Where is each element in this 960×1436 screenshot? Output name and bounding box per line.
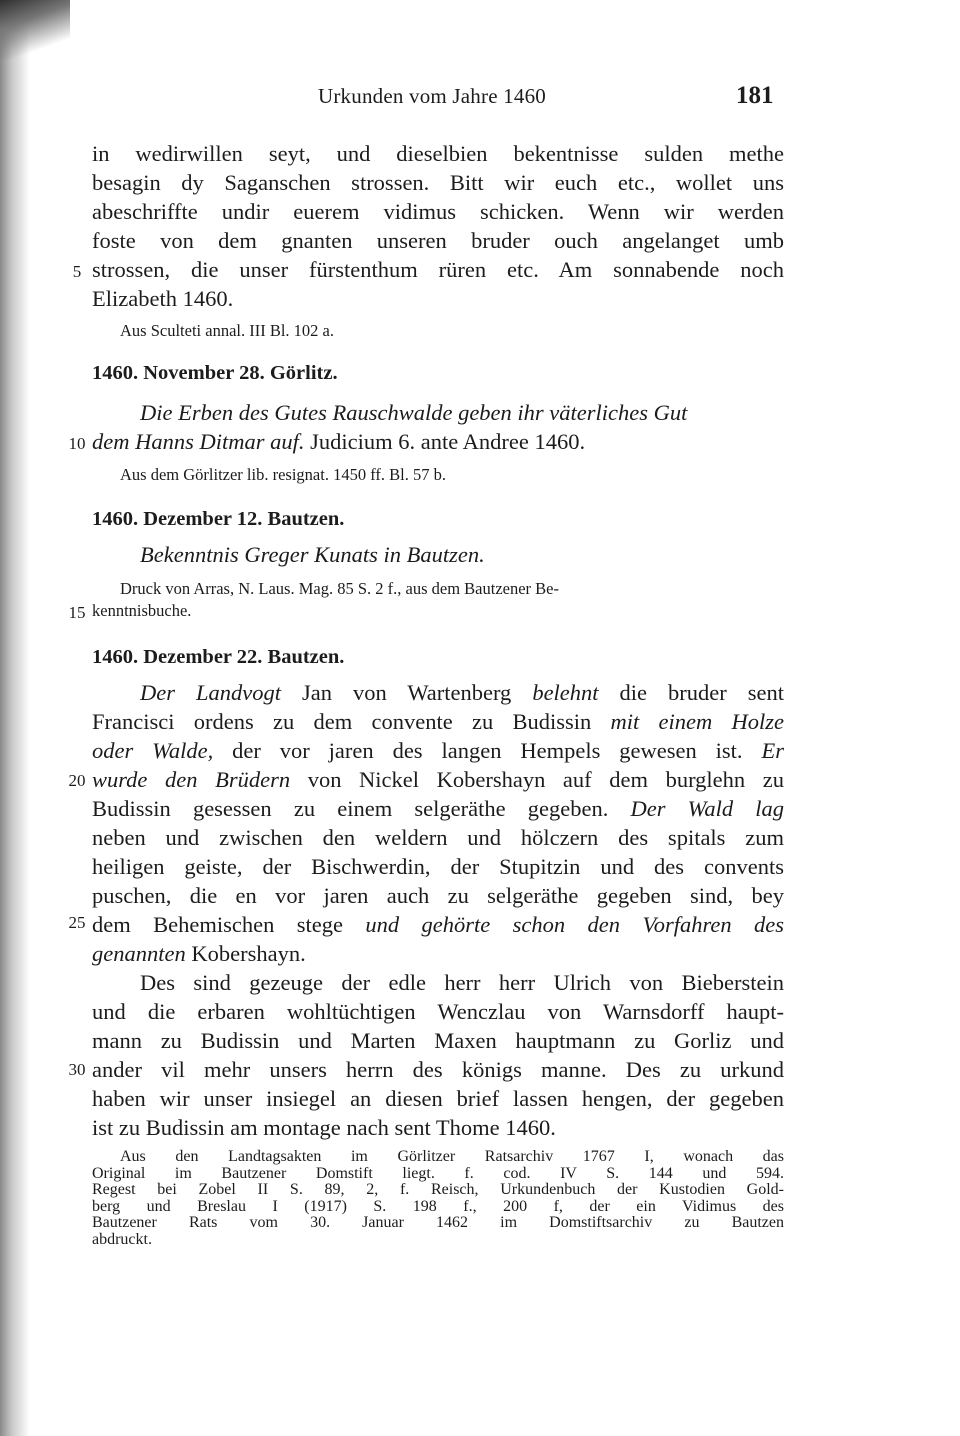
text-span: Budissin gesessen zu einem selgeräthe gegeben. [92,796,631,821]
text-line: mann zu Budissin und Marten Maxen hauptmann zu Gorliz und [92,1028,784,1053]
summary-line: Bekenntnis Greger Kunats in Bautzen. [140,542,485,567]
text-line: ist zu Budissin am montage nach sent Thome 1460. [92,1115,556,1140]
entry-date-heading: 1460. Dezember 12. Bautzen. [92,508,345,530]
footnote-line: Aus den Landtagsakten im Görlitzer Ratsarchiv 1767 I, wonach das [120,1148,784,1165]
text-line: in wedirwillen seyt, und dieselbien bekentnisse sulden methe [92,141,784,166]
italic-span: und gehörte schon den Vorfahren des [365,912,785,937]
text-span: die bruder sent [598,680,784,705]
italic-span: Der Landvogt [140,680,281,705]
text-line: ander vil mehr unsers herrn des königs manne. Des zu urkund [92,1057,784,1082]
scan-page-edge [0,0,30,1436]
text-span: der vor jaren des langen Hempels gewesen ist. [213,738,762,763]
italic-span: mit einem Holze [610,709,785,734]
text-line: foste von dem gnanten unseren bruder ouch angelanget umb [92,228,784,253]
text-line: haben wir unser insiegel an diesen brief lassen hengen, der gegeben [92,1086,784,1111]
italic-span: Der Wald lag [630,796,785,821]
text-line [92,678,784,707]
text-span: Jan von Wartenberg [281,680,533,705]
text-span: Kobershayn. [185,941,306,966]
text-line [92,939,784,968]
page-number: 181 [736,82,774,109]
source-line: Aus Sculteti annal. III Bl. 102 a. [120,321,335,340]
text-line [92,910,784,939]
summary-line [92,427,784,456]
line-number: 5 [72,262,82,281]
text-line: und die erbaren wohltüchtigen Wenczlau von Warnsdorff haupt- [92,999,784,1024]
footnote-line: berg und Breslau I (1917) S. 198 f., 200 f, der ein Vidimus des [92,1197,784,1215]
line-number: 20 [68,771,86,790]
source-line: Aus dem Görlitzer lib. resignat. 1450 ff. Bl. 57 b. [120,465,446,484]
entry-summary [92,398,784,456]
source-line: Druck von Arras, N. Laus. Mag. 85 S. 2 f., aus dem Bautzener Be- [120,579,559,598]
continuation-text [92,139,784,313]
entry-heading [92,505,784,533]
entry-heading [92,359,784,387]
text-line: heiligen geiste, der Bischwerdin, der Stupitzin und des convents [92,854,784,879]
entry-date-heading: 1460. Dezember 22. Bautzen. [92,646,345,668]
entry-text [92,678,784,1142]
scan-corner-shadow [0,0,70,60]
text-line [92,794,784,823]
text-line: neben und zwischen den weldern und hölczern des spitals zum [92,825,784,850]
text-line: Elizabeth 1460. [92,286,234,311]
source-note [92,578,784,622]
source-line: kenntnisbuche. [92,601,192,620]
entry-heading [92,643,784,671]
text-line: besagin dy Saganschen strossen. Bitt wir euch etc., wollet uns [92,170,784,195]
entry-summary [92,540,784,569]
text-line [92,736,784,765]
text-line [92,765,784,794]
text-line: abeschriffte undir euerem vidimus schicken. Wenn wir werden [92,199,784,224]
line-number: 25 [68,913,86,932]
text-span: dem Behemischen stege [92,912,366,937]
line-number: 15 [68,603,86,622]
running-head: Urkunden vom Jahre 1460 [318,84,546,108]
footnote [92,1149,784,1248]
entry-date-heading: 1460. November 28. Görlitz. [92,362,338,384]
line-number: 10 [68,434,86,453]
line-number: 30 [68,1060,86,1079]
italic-span: Er [761,738,784,763]
source-note [92,464,784,486]
source-note [92,320,784,342]
italic-span: genannten [92,941,186,966]
footnote-line: abdruckt. [92,1230,152,1248]
text-line: strossen, die unser fürstenthum rüren etc. Am sonnabende noch [92,257,784,282]
summary-line: Die Erben des Gutes Rauschwalde geben ihr väterliches Gut [140,400,688,425]
footnote-line: Regest bei Zobel II S. 89, 2, f. Reisch, Urkundenbuch der Kustodien Gold- [92,1181,784,1198]
footnote-line: Original im Bautzener Domstift liegt. f. cod. IV S. 144 und 594. [92,1164,784,1182]
summary-date: Judicium 6. ante Andree 1460. [304,429,586,454]
footnote-line: Bautzener Rats vom 30. Januar 1462 im Domstiftsarchiv zu Bautzen [92,1214,784,1231]
text-span: von Nickel Kobershayn auf dem burglehn zu [290,767,784,792]
text-line: Des sind gezeuge der edle herr herr Ulrich von Bieberstein [140,970,784,995]
text-span: Francisci ordens zu dem convente zu Budissin [92,709,611,734]
italic-span: oder Walde, [92,738,214,763]
italic-span: wurde den Brüdern [92,767,291,792]
text-line [92,707,784,736]
summary-italic: dem Hanns Ditmar auf. [92,429,305,454]
italic-span: belehnt [532,680,599,705]
text-line: puschen, die en vor jaren auch zu selgeräthe gegeben sind, bey [92,883,784,908]
